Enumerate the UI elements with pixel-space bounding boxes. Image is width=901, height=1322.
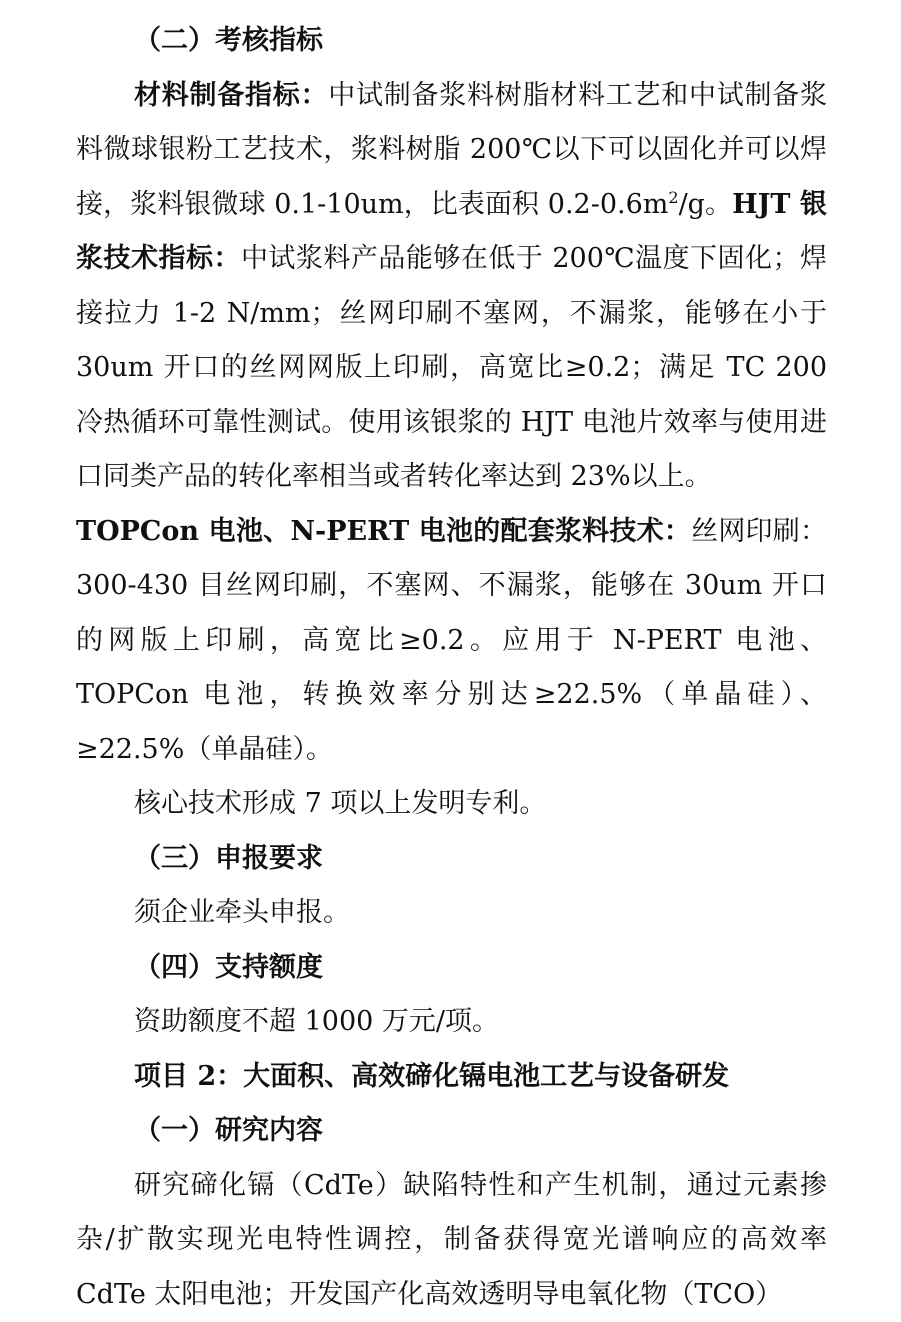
paragraph-material-indicators <box>76 69 827 505</box>
lead-topcon: TOPCon 电池、N-PERT 电池的配套浆料技术： <box>76 516 691 547</box>
lead-hjt-indicators: HJT 银浆技术指标： <box>76 189 827 275</box>
lead-material-indicators: 材料制备指标： <box>134 80 328 111</box>
text-hjt-indicators: 中试浆料产品能够在低于 200℃温度下固化；焊接拉力 1-2 N/mm；丝网印刷不塞网，不漏浆，能够在小于30um 开口的丝网网版上印刷，高宽比≥0.2；满足 TC 200 冷热循环可靠性测试。使用该银浆的 HJT 电池片效率与使用进口同类产品的转化率相当或者转化率达到 23%以上。 <box>76 243 827 492</box>
project-heading-cdte: 项目 2：大面积、高效碲化镉电池工艺与设备研发 <box>76 1050 827 1105</box>
paragraph-requirements: 须企业牵头申报。 <box>76 886 827 941</box>
paragraph-research: 研究碲化镉（CdTe）缺陷特性和产生机制，通过元素掺杂/扩散实现光电特性调控，制备获得宽光谱响应的高效率CdTe 太阳电池；开发国产化高效透明导电氧化物（TCO） <box>76 1159 827 1322</box>
section-heading-requirements: （三）申报要求 <box>76 832 827 887</box>
text-material-indicators: 中试制备浆料树脂材料工艺和中试制备浆料微球银粉工艺技术，浆料树脂 200℃以下可以固化并可以焊接，浆料银微球 0.1-10um，比表面积 0.2-0.6m <box>76 80 827 220</box>
superscript-2: 2 <box>668 188 678 207</box>
paragraph-topcon <box>76 505 827 778</box>
section-heading-assessment: （二）考核指标 <box>76 14 827 69</box>
text-unit-suffix: /g。 <box>679 189 733 220</box>
text-topcon: 丝网印刷：300-430 目丝网印刷，不塞网、不漏浆，能够在 30um 开口的网版上印刷，高宽比≥0.2。应用于 N-PERT 电池、TOPCon 电池，转换效率分别达≥22.5%（单晶硅）、≥22.5%（单晶硅）。 <box>76 516 827 765</box>
paragraph-funding: 资助额度不超 1000 万元/项。 <box>76 995 827 1050</box>
section-heading-funding: （四）支持额度 <box>76 941 827 996</box>
paragraph-patents: 核心技术形成 7 项以上发明专利。 <box>76 777 827 832</box>
section-heading-research: （一）研究内容 <box>76 1104 827 1159</box>
